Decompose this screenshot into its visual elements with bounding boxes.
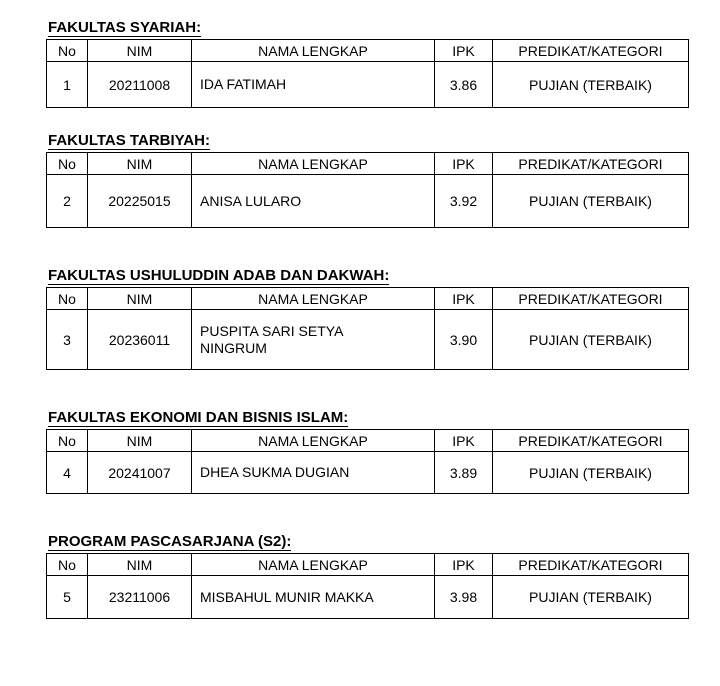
section-title: FAKULTAS USHULUDDIN ADAB DAN DAKWAH: [48,267,390,284]
header-nim: NIM [88,288,192,310]
cell-nim: 20225015 [88,175,192,228]
header-ipk: IPK [435,430,493,452]
cell-name: ANISA LULARO [192,175,435,228]
section-fakultas-ushuluddin [46,268,688,370]
section-title: FAKULTAS TARBIYAH: [48,132,210,149]
header-no: No [47,288,88,310]
graduate-table [46,152,689,228]
graduate-table [46,429,689,494]
graduate-table [46,39,689,108]
table-row [47,310,689,370]
table-header-row [47,288,689,310]
section-title: FAKULTAS SYARIAH: [48,19,202,36]
header-name: NAMA LENGKAP [192,153,435,175]
cell-name: PUSPITA SARI SETYA NINGRUM [192,310,435,370]
cell-nim: 20241007 [88,452,192,494]
header-name: NAMA LENGKAP [192,430,435,452]
header-name: NAMA LENGKAP [192,288,435,310]
section-fakultas-tarbiyah [46,133,688,228]
graduate-table [46,287,689,370]
table-row [47,576,689,619]
header-nim: NIM [88,40,192,62]
header-no: No [47,153,88,175]
table-header-row [47,554,689,576]
cell-name: IDA FATIMAH [192,62,435,108]
cell-nim: 20236011 [88,310,192,370]
header-ipk: IPK [435,554,493,576]
cell-ipk: 3.86 [435,62,493,108]
cell-no: 5 [47,576,88,619]
header-no: No [47,430,88,452]
table-header-row [47,40,689,62]
header-ipk: IPK [435,153,493,175]
header-predicate: PREDIKAT/KATEGORI [493,288,689,310]
section-program-pascasarjana [46,534,688,619]
table-header-row [47,153,689,175]
cell-ipk: 3.89 [435,452,493,494]
header-predicate: PREDIKAT/KATEGORI [493,40,689,62]
cell-predicate: PUJIAN (TERBAIK) [493,452,689,494]
table-row [47,62,689,108]
header-predicate: PREDIKAT/KATEGORI [493,153,689,175]
cell-predicate: PUJIAN (TERBAIK) [493,62,689,108]
header-name: NAMA LENGKAP [192,40,435,62]
cell-nim: 23211006 [88,576,192,619]
section-fakultas-ekonomi [46,410,688,494]
table-header-row [47,430,689,452]
header-nim: NIM [88,153,192,175]
section-fakultas-syariah [46,20,688,108]
header-name: NAMA LENGKAP [192,554,435,576]
cell-nim: 20211008 [88,62,192,108]
header-predicate: PREDIKAT/KATEGORI [493,554,689,576]
cell-predicate: PUJIAN (TERBAIK) [493,175,689,228]
cell-name: MISBAHUL MUNIR MAKKA [192,576,435,619]
header-predicate: PREDIKAT/KATEGORI [493,430,689,452]
cell-no: 1 [47,62,88,108]
cell-predicate: PUJIAN (TERBAIK) [493,576,689,619]
header-nim: NIM [88,554,192,576]
cell-name: DHEA SUKMA DUGIAN [192,452,435,494]
table-row [47,175,689,228]
table-row [47,452,689,494]
cell-ipk: 3.98 [435,576,493,619]
header-ipk: IPK [435,40,493,62]
graduate-table [46,553,689,619]
cell-no: 2 [47,175,88,228]
cell-no: 4 [47,452,88,494]
header-nim: NIM [88,430,192,452]
cell-predicate: PUJIAN (TERBAIK) [493,310,689,370]
section-title: FAKULTAS EKONOMI DAN BISNIS ISLAM: [48,409,349,426]
cell-no: 3 [47,310,88,370]
header-no: No [47,554,88,576]
header-no: No [47,40,88,62]
cell-ipk: 3.90 [435,310,493,370]
section-title: PROGRAM PASCASARJANA (S2): [48,533,292,550]
header-ipk: IPK [435,288,493,310]
cell-ipk: 3.92 [435,175,493,228]
